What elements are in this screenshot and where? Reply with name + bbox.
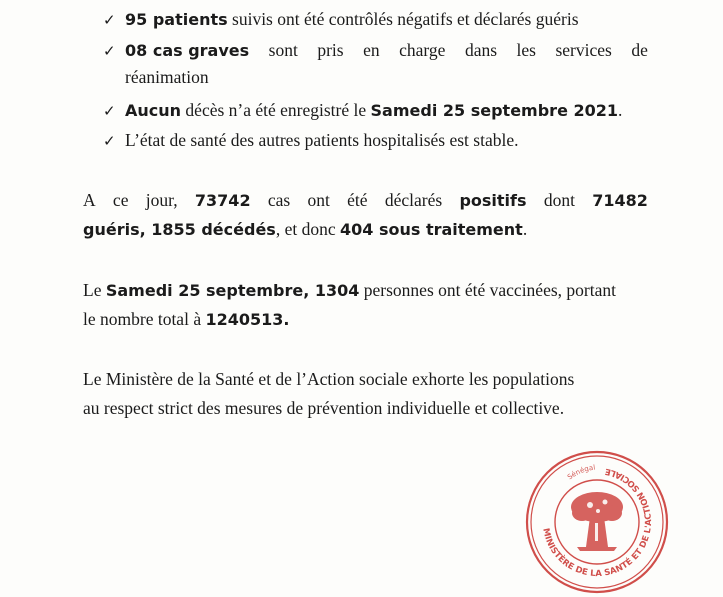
- text-line: Le Ministère de la Santé et de l’Action sociale exhorte les populations: [83, 369, 575, 389]
- bold-patients-count: 95 patients: [125, 10, 228, 29]
- bullet-stable-patients: [103, 127, 519, 154]
- bullet-patients-cured: [103, 6, 579, 33]
- bullet-no-deaths: [103, 97, 622, 124]
- bold-date: Samedi 25 septembre 2021: [370, 101, 619, 120]
- word: en: [363, 40, 380, 60]
- period: .: [522, 219, 528, 239]
- word: dans: [464, 40, 498, 60]
- word: dont: [543, 190, 575, 210]
- word: charge: [399, 40, 446, 60]
- cumulative-cases-paragraph: [83, 186, 648, 244]
- word: ont: [307, 190, 330, 210]
- check-mark-icon: ✓: [103, 42, 116, 60]
- word: jour,: [145, 190, 178, 210]
- text: Le: [83, 280, 106, 300]
- word: les: [516, 40, 536, 60]
- word: pris: [317, 40, 344, 60]
- text: personnes ont été vaccinées, portant: [359, 280, 616, 300]
- word: services: [555, 40, 612, 60]
- text: le nombre total à: [83, 309, 206, 329]
- check-mark-icon: ✓: [103, 132, 116, 150]
- stamp-ring-text: MINISTÈRE DE LA SANTÉ ET DE L'ACTION SOCIALE: [540, 465, 655, 580]
- official-seal-icon: [522, 447, 672, 597]
- text: , et donc: [275, 219, 340, 239]
- bold-total-vaccinated: 1240513.: [205, 310, 290, 329]
- stamp-country: Sénégal: [565, 463, 596, 482]
- bold-cured-deaths: guéris, 1855 décédés: [83, 220, 276, 239]
- word: ce: [112, 190, 129, 210]
- bold-positive: positifs: [459, 191, 527, 210]
- check-mark-icon: ✓: [103, 102, 116, 120]
- word: de: [631, 40, 648, 60]
- bold-serious-cases: 08 cas graves: [125, 41, 250, 60]
- svg-text:Sénégal: [566, 464, 596, 482]
- bullet-text: décès n’a été enregistré le: [181, 100, 371, 120]
- text-line: au respect strict des mesures de prévention individuelle et collective.: [83, 398, 565, 418]
- bold-none: Aucun: [125, 101, 182, 120]
- bullet-text-continuation: réanimation: [125, 67, 209, 87]
- baobab-tree-icon: [571, 492, 623, 551]
- bold-under-treatment: 404 sous traitement: [339, 220, 523, 239]
- word: été: [347, 190, 368, 210]
- check-mark-icon: ✓: [103, 11, 116, 29]
- vaccination-paragraph: [83, 276, 648, 334]
- bullet-text: suivis ont été contrôlés négatifs et déclarés guéris: [227, 9, 579, 29]
- period: .: [618, 100, 623, 120]
- bullet-serious-cases: [103, 37, 648, 90]
- bold-cured-count: 71482: [592, 191, 648, 210]
- bold-vaccination-date-count: Samedi 25 septembre, 1304: [105, 281, 360, 300]
- word: cas: [267, 190, 291, 210]
- bold-total-cases: 73742: [194, 191, 251, 210]
- bullet-text: L’état de santé des autres patients hospitalisés est stable.: [125, 130, 519, 150]
- word: sont: [268, 40, 298, 60]
- word: A: [83, 190, 96, 210]
- ministry-exhortation-paragraph: [83, 365, 648, 423]
- word: déclarés: [384, 190, 443, 210]
